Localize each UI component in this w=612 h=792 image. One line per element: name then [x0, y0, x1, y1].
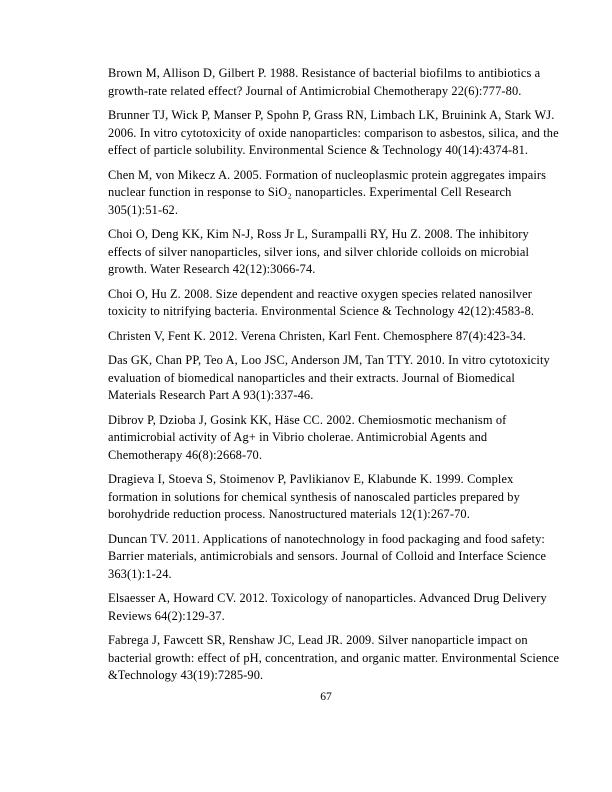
references-list [108, 65, 560, 692]
reference-line: 2006. In vitro cytotoxicity of oxide nanoparticles: comparison to asbestos, silica, and the [108, 125, 559, 140]
reference-line: Dragieva I, Stoeva S, Stoimenov P, Pavlikianov E, Klabunde K. 1999. Complex [108, 472, 514, 486]
page-number: 67 [320, 691, 332, 703]
reference-line: borohydride reduction process. Nanostructured materials 12(1):267-70. [108, 507, 470, 521]
reference-entry [108, 590, 547, 625]
reference-line: toxicity to nitrifying bacteria. Environmental Science & Technology 42(12):4583-8. [108, 304, 535, 318]
reference-entry [108, 226, 544, 279]
reference-line: growth. Water Research 42(12):3066-74. [108, 262, 316, 276]
reference-entry [108, 65, 544, 100]
reference-line: Chemotherapy 46(8):2668-70. [108, 447, 263, 462]
reference-entry [108, 471, 544, 524]
reference-line: Duncan TV. 2011. Applications of nanotechnology in food packaging and food safety: [108, 531, 545, 546]
reference-line: Christen V, Fent K. 2012. Verena Christen, Karl Fent. Chemosphere 87(4):423-34. [108, 328, 526, 343]
reference-line: &Technology 43(19):7285-90. [108, 668, 264, 682]
reference-line: growth-rate related effect? Journal of Antimicrobial Chemotherapy 22(6):777-80. [108, 83, 522, 98]
reference-entry [108, 632, 560, 685]
reference-line: effects of silver nanoparticles, silver ions, and silver chloride colloids on microbial [108, 244, 530, 259]
reference-line: evaluation of biomedical nanoparticles and their extracts. Journal of Biomedical [108, 370, 515, 385]
reference-entry [108, 531, 547, 584]
reference-line: formation in solutions for chemical synthesis of nanoscaled particles prepared by [108, 489, 520, 504]
reference-entry [108, 412, 544, 465]
reference-line: Chen M, von Mikecz A. 2005. Formation of nucleoplasmic protein aggregates impairs [108, 167, 547, 182]
reference-line: Elsaesser A, Howard CV. 2012. Toxicology of nanoparticles. Advanced Drug Delivery [108, 591, 547, 605]
reference-line: Fabrega J, Fawcett SR, Renshaw JC, Lead JR. 2009. Silver nanoparticle impact on [108, 633, 528, 647]
reference-entry [108, 167, 547, 220]
reference-line: Barrier materials, antimicrobials and sensors. Journal of Colloid and Interface Science [108, 549, 547, 563]
reference-line: 305(1):51-62. [108, 202, 179, 217]
reference-line: Materials Research Part A 93(1):337-46. [108, 388, 314, 402]
reference-line: bacterial growth: effect of pH, concentration, and organic matter. Environmental Science [108, 650, 560, 665]
reference-line: Choi O, Hu Z. 2008. Size dependent and reactive oxygen species related nanosilver [108, 286, 532, 301]
reference-line: Brunner TJ, Wick P, Manser P, Spohn P, Grass RN, Limbach LK, Bruinink A, Stark WJ. [108, 108, 555, 122]
reference-line: Choi O, Deng KK, Kim N-J, Ross Jr L, Surampalli RY, Hu Z. 2008. The inhibitory [108, 227, 529, 241]
reference-entry [108, 286, 544, 321]
reference-line: nuclear function in response to SiO₂ nanoparticles. Experimental Cell Research [108, 185, 512, 199]
reference-line: Reviews 64(2):129-37. [108, 608, 225, 623]
reference-entry [108, 328, 544, 346]
reference-line: Dibrov P, Dzioba J, Gosink KK, Häse CC. 2002. Chemiosmotic mechanism of [108, 412, 507, 427]
reference-entry [108, 352, 550, 405]
reference-line: effect of particle solubility. Environmental Science & Technology 40(14):4374-81. [108, 143, 529, 157]
reference-line: 363(1):1-24. [108, 566, 172, 581]
reference-line: antimicrobial activity of Ag+ in Vibrio cholerae. Antimicrobial Agents and [108, 430, 488, 444]
reference-line: Brown M, Allison D, Gilbert P. 1988. Resistance of bacterial biofilms to antibiotics a [108, 66, 541, 80]
reference-entry [108, 107, 559, 160]
reference-line: Das GK, Chan PP, Teo A, Loo JSC, Anderson JM, Tan TTY. 2010. In vitro cytotoxicity [108, 353, 550, 367]
